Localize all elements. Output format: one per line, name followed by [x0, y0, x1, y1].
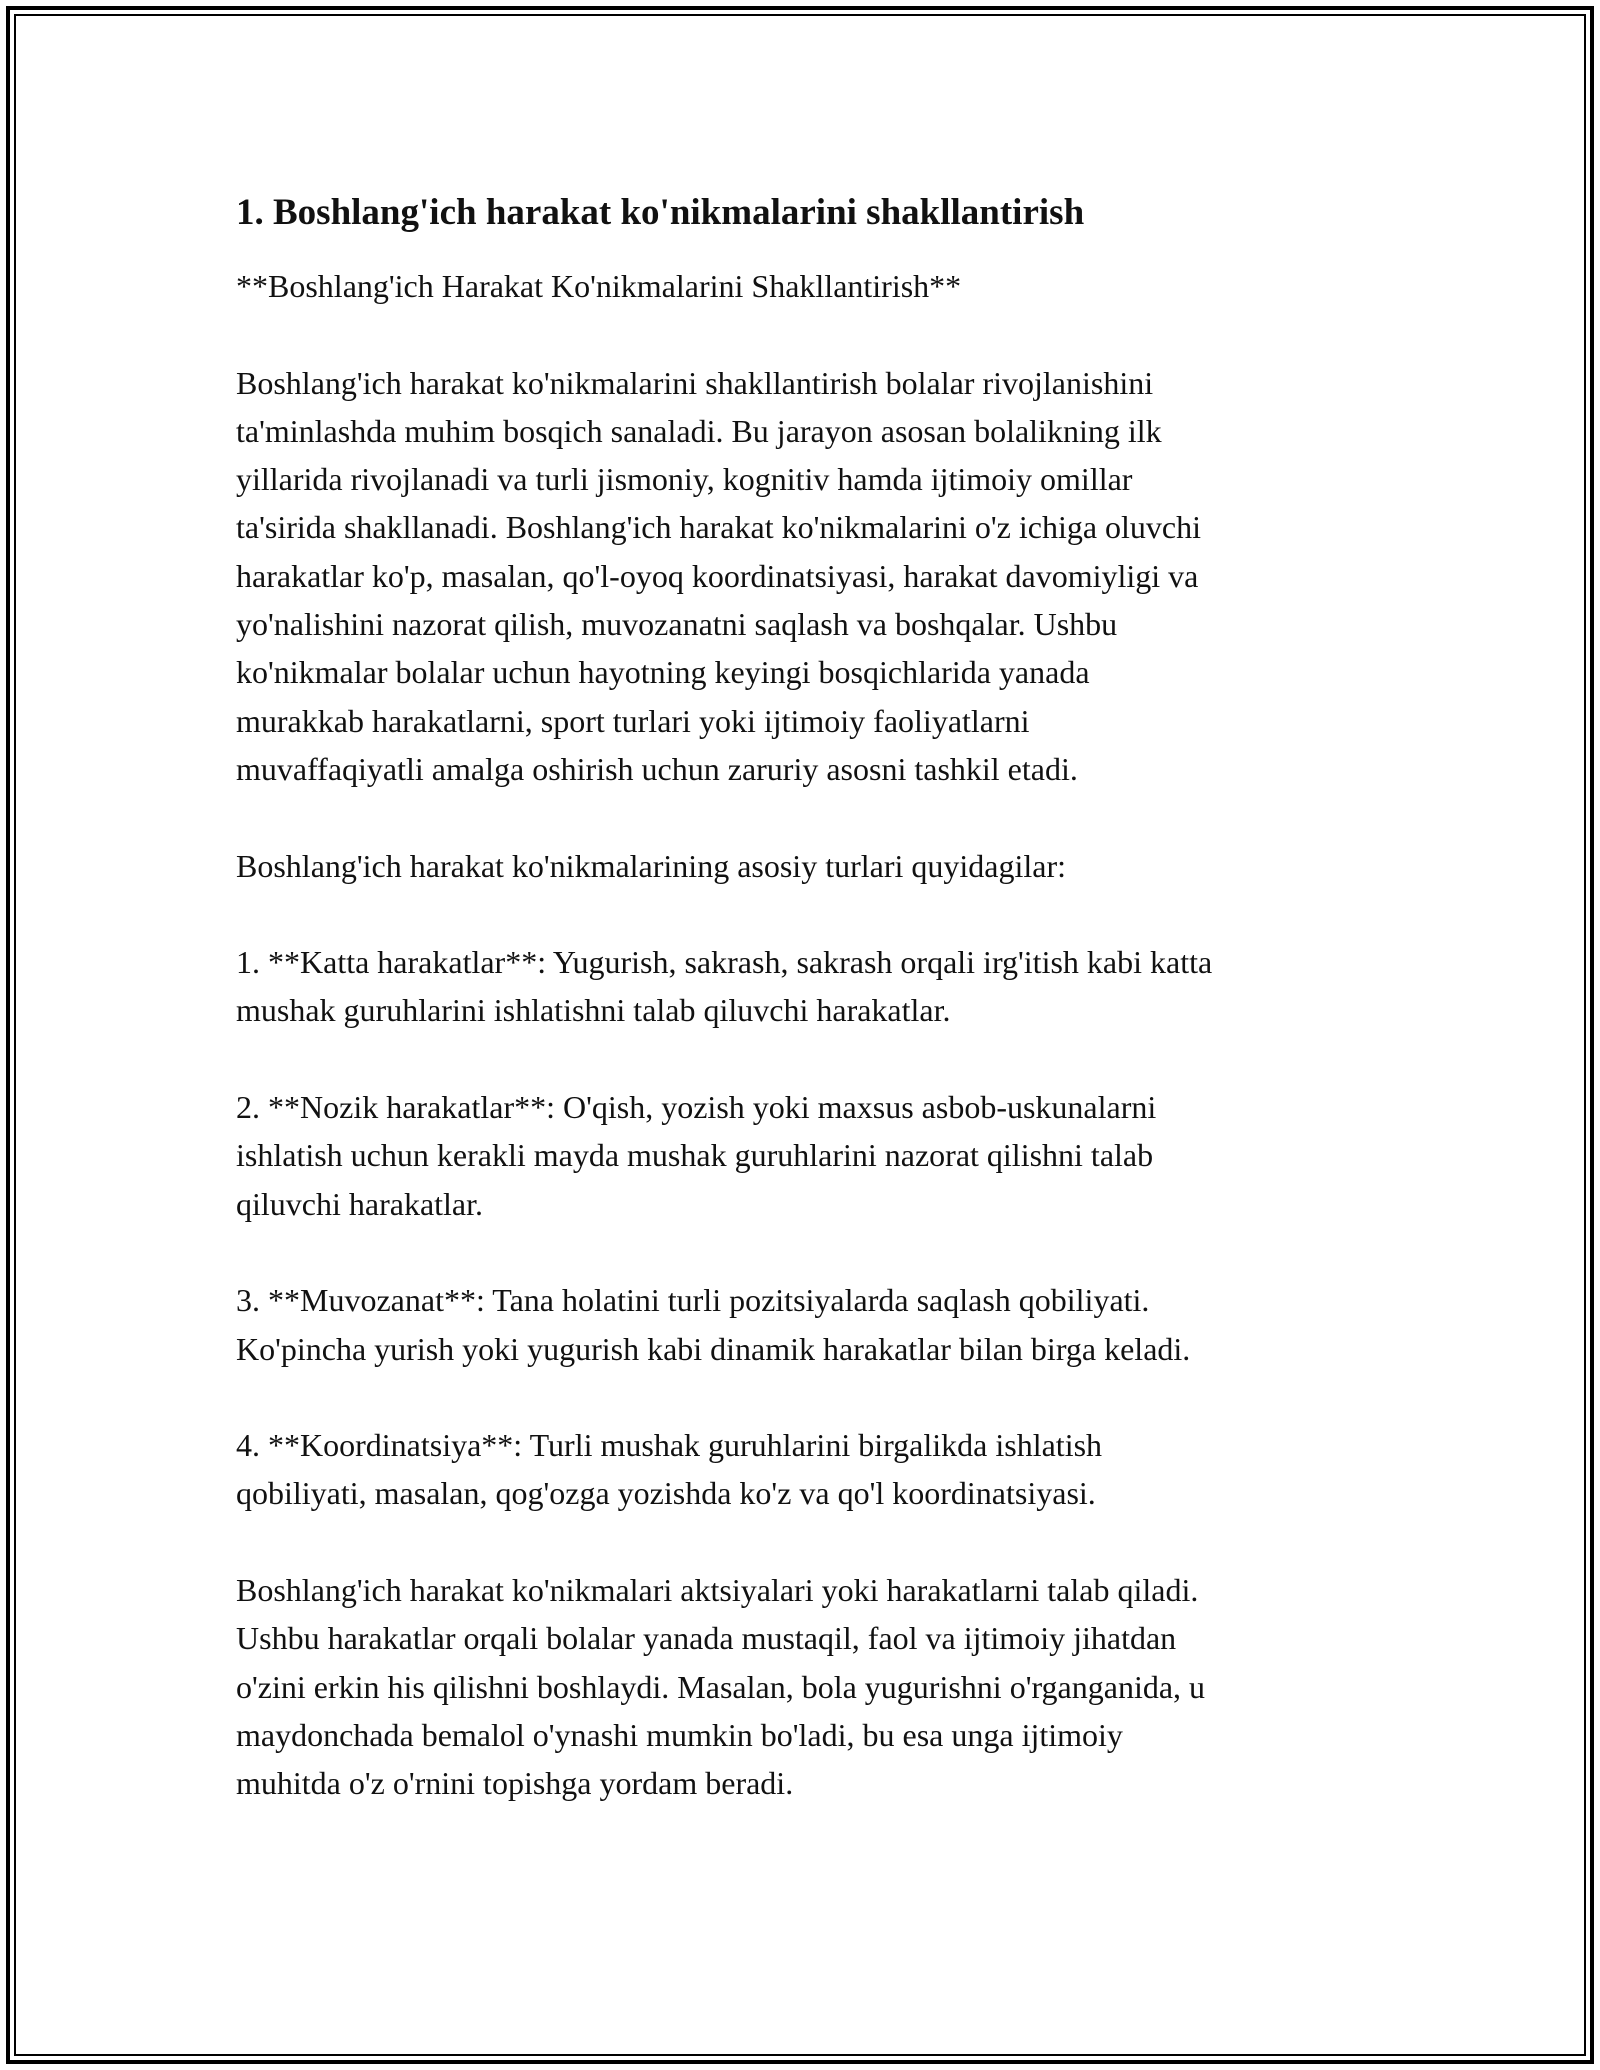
- list-item-balance: 3. **Muvozanat**: Tana holatini turli pozitsiyalarda saqlash qobiliyati. Ko'pincha yurish yoki yugurish kabi dinamik harakatlar bilan birga keladi.: [236, 1282, 1191, 1367]
- document-subtitle: **Boshlang'ich Harakat Ko'nikmalarini Shakllantirish**: [236, 268, 962, 304]
- list-item-coordination: 4. **Koordinatsiya**: Turli mushak guruhlarini birgalikda ishlatish qobiliyati, masalan, qog'ozga yozishda ko'z va qo'l koordinatsiyasi.: [236, 1427, 1103, 1512]
- list-item-gross-motor: 1. **Katta harakatlar**: Yugurish, sakrash, sakrash orqali irg'itish kabi katta mushak guruhlarini ishlatishni talab qiluvchi harakatlar.: [236, 944, 1213, 1029]
- list-item-fine-motor: 2. **Nozik harakatlar**: O'qish, yozish yoki maxsus asbob-uskunalarni ishlatish uchun kerakli mayda mushak guruhlarini nazorat qilishni talab qiluvchi harakatlar.: [236, 1089, 1157, 1222]
- intro-paragraph: Boshlang'ich harakat ko'nikmalarini shakllantirish bolalar rivojlanishini ta'minlashda muhim bosqich sanaladi. Bu jarayon asosan bolalikning ilk yillarida rivojlanadi va turli jismoniy, kognitiv hamda ijtimoiy omillar ta'sirida shakllanadi. Boshlang'ich harakat ko'nikmalarini o'z ichiga oluvchi harakatlar ko'p, masalan, qo'l-oyoq koordinatsiyasi, harakat davomiyligi va yo'nalishini nazorat qilish, muvozanatni saqlash va boshqalar. Ushbu ko'nikmalar bolalar uchun hayotning keyingi bosqichlarida yanada murakkab harakatlarni, sport turlari yoki ijtimoiy faoliyatlarni muvaffaqiyatli amalga oshirish uchun zaruriy asosni tashkil etadi.: [236, 364, 1202, 787]
- document-title: 1. Boshlang'ich harakat ko'nikmalarini shakllantirish: [236, 192, 1085, 233]
- conclusion-paragraph: Boshlang'ich harakat ko'nikmalari aktsiyalari yoki harakatlarni talab qiladi. Ushbu harakatlar orqali bolalar yanada mustaqil, faol va ijtimoiy jihatdan o'zini erkin his qilishni boshlaydi. Masalan, bola yugurishni o'rganganida, u maydonchada bemalol o'ynashi mumkin bo'ladi, bu esa unga ijtimoiy muhitda o'z o'rnini topishga yordam beradi.: [236, 1572, 1206, 1802]
- types-intro-paragraph: Boshlang'ich harakat ko'nikmalarining asosiy turlari quyidagilar:: [236, 847, 1066, 884]
- document-body: [236, 186, 1386, 1808]
